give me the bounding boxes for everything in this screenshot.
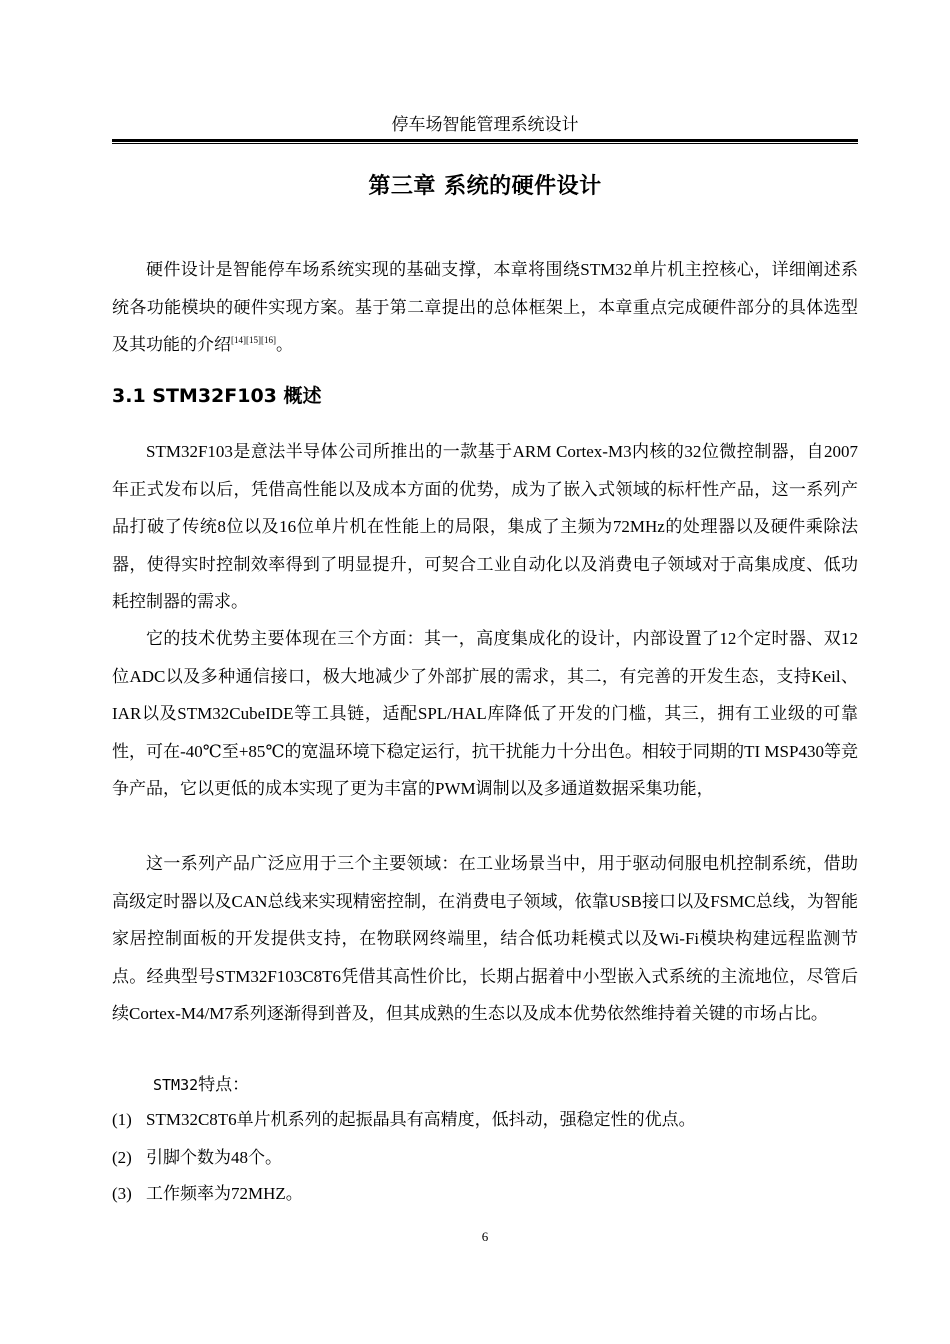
feature-list-item: [112, 1109, 696, 1131]
applications-paragraph: 这一系列产品广泛应用于三个主要领域：在工业场景当中，用于驱动伺服电机控制系统，借助高级定时器以及CAN总线来实现精密控制，在消费电子领域，依靠USB接口以及FSMC总线，为智能家居控制面板的开发提供支持，在物联网终端里，结合低功耗模式以及Wi-Fi模块构建远程监测节点。经典型号STM32F103C8T6凭借其高性价比，长期占据着中小型嵌入式系统的主流地位，尽管后续Cortex-M4/M7系列逐渐得到普及，但其成熟的生态以及成本优势依然维持着关键的市场占比。: [112, 854, 858, 1023]
feature-number: (2): [112, 1148, 132, 1167]
feature-text: 引脚个数为48个。: [146, 1148, 282, 1167]
intro-end: 。: [275, 335, 293, 354]
chapter-title: 第三章 系统的硬件设计: [368, 174, 602, 199]
feature-number: (1): [112, 1110, 132, 1129]
features-label-mono: STM32: [153, 1076, 199, 1094]
advantages-paragraph: 它的技术优势主要体现在三个方面：其一，高度集成化的设计，内部设置了12个定时器、双12位ADC以及多种通信接口，极大地减少了外部扩展的需求，其二，有完善的开发生态，支持Keil、IAR以及STM32CubeIDE等工具链，适配SPL/HAL库降低了开发的门槛，其三，拥有工业级的可靠性，可在-40℃至+85℃的宽温环境下稳定运行，抗干扰能力十分出色。相较于同期的TI MSP430等竞争产品，它以更低的成本实现了更为丰富的PWM调制以及多通道数据采集功能，: [112, 629, 858, 798]
page-number: 6: [481, 1229, 489, 1244]
intro-text: 硬件设计是智能停车场系统实现的基础支撑，本章将围绕STM32单片机主控核心，详细阐述系统各功能模块的硬件实现方案。基于第二章提出的总体框架上，本章重点完成硬件部分的具体选型及其功能的介绍: [112, 260, 858, 354]
features-label-text: 特点：: [198, 1075, 250, 1094]
section-title: 3.1 STM32F103 概述: [112, 385, 322, 407]
feature-number: (3): [112, 1184, 132, 1203]
running-header: 停车场智能管理系统设计: [391, 115, 579, 134]
header-rule-thin: [112, 143, 858, 144]
overview-paragraph: STM32F103是意法半导体公司所推出的一款基于ARM Cortex-M3内核的32位微控制器，自2007年正式发布以后，凭借高性能以及成本方面的优势，成为了嵌入式领域的标杆性产品，这一系列产品打破了传统8位以及16位单片机在性能上的局限，集成了主频为72MHz的处理器以及硬件乘除法器，使得实时控制效率得到了明显提升，可契合工业自动化以及消费电子领域对于高集成度、低功耗控制器的需求。: [112, 442, 858, 611]
intro-citation: [14][15][16]: [231, 335, 276, 345]
feature-list-item: [112, 1147, 282, 1169]
features-label: [153, 1074, 249, 1096]
intro-paragraph: [112, 251, 858, 364]
feature-list-item: [112, 1183, 303, 1205]
feature-text: STM32C8T6单片机系列的起振晶具有高精度，低抖动，强稳定性的优点。: [146, 1110, 696, 1129]
feature-text: 工作频率为72MHZ。: [146, 1184, 303, 1203]
header-rule-thick: [112, 139, 858, 142]
